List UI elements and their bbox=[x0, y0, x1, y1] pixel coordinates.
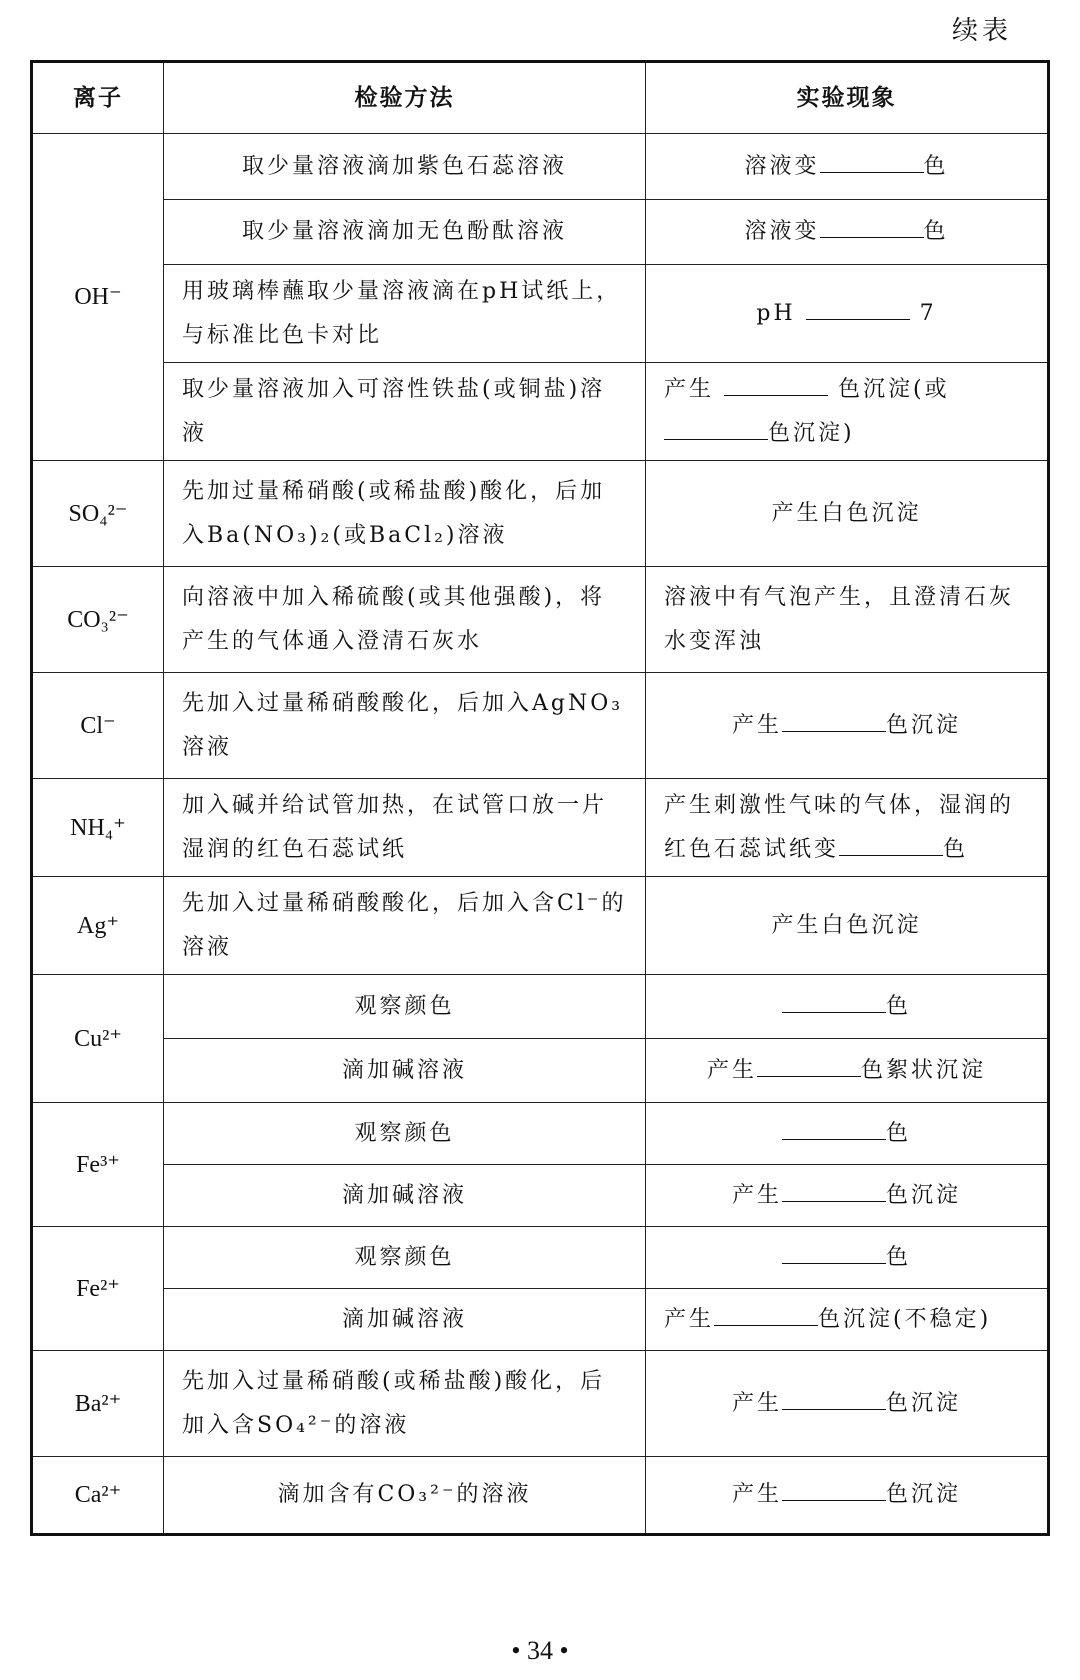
phenomenon-text: 色沉淀) bbox=[768, 420, 855, 446]
phenomenon-cell bbox=[646, 363, 1049, 461]
ion-cell: Fe²⁺ bbox=[32, 1227, 164, 1351]
answer-blank bbox=[714, 1301, 818, 1326]
header-ion: 离子 bbox=[32, 62, 164, 134]
header-method: 检验方法 bbox=[164, 62, 646, 134]
method-cell: 先加入过量稀硝酸酸化，后加入AgNO₃溶液 bbox=[164, 673, 646, 779]
method-cell: 观察颜色 bbox=[164, 975, 646, 1039]
ion-cell: NH₄⁺ bbox=[32, 779, 164, 877]
phenomenon-text: 色 bbox=[885, 993, 911, 1019]
method-cell: 观察颜色 bbox=[164, 1227, 646, 1289]
answer-blank bbox=[782, 707, 886, 732]
phenomenon-text: 色沉淀 bbox=[886, 1482, 962, 1507]
ion-cell: Cu²⁺ bbox=[32, 975, 164, 1103]
table-row bbox=[32, 1351, 1049, 1457]
phenomenon-cell: 产生白色沉淀 bbox=[646, 877, 1049, 975]
table-row bbox=[32, 1227, 1049, 1289]
phenomenon-text: pH bbox=[756, 300, 796, 326]
ion-cell: Ba²⁺ bbox=[32, 1351, 164, 1457]
header-phenomenon: 实验现象 bbox=[646, 62, 1049, 134]
table-row bbox=[32, 1289, 1049, 1351]
phenomenon-cell bbox=[646, 1039, 1049, 1103]
answer-blank bbox=[664, 415, 768, 440]
phenomenon-text: 溶液变 bbox=[744, 219, 820, 244]
method-cell: 先加过量稀硝酸(或稀盐酸)酸化，后加入Ba(NO₃)₂(或BaCl₂)溶液 bbox=[164, 461, 646, 567]
table-row bbox=[32, 200, 1049, 265]
phenomenon-text: 产生 bbox=[731, 1482, 782, 1507]
table-row bbox=[32, 975, 1049, 1039]
phenomenon-text: 产生 bbox=[706, 1057, 757, 1083]
phenomenon-text: 色沉淀(或 bbox=[838, 376, 950, 402]
answer-blank bbox=[757, 1052, 861, 1077]
phenomenon-cell bbox=[646, 779, 1049, 877]
phenomenon-cell bbox=[646, 1165, 1049, 1227]
table-row bbox=[32, 1457, 1049, 1535]
method-cell: 先加入过量稀硝酸酸化，后加入含Cl⁻的溶液 bbox=[164, 877, 646, 975]
phenomenon-text: 色沉淀 bbox=[886, 712, 962, 738]
phenomenon-text: 色 bbox=[923, 153, 949, 179]
ion-test-table bbox=[30, 60, 1050, 1536]
phenomenon-text: 色 bbox=[885, 1120, 911, 1146]
phenomenon-cell bbox=[646, 134, 1049, 200]
method-cell: 滴加碱溶液 bbox=[164, 1039, 646, 1103]
ion-cell: Ag⁺ bbox=[32, 877, 164, 975]
method-cell: 滴加含有CO₃²⁻的溶液 bbox=[164, 1457, 646, 1535]
answer-blank bbox=[820, 148, 924, 173]
answer-blank bbox=[724, 371, 828, 396]
phenomenon-cell bbox=[646, 1351, 1049, 1457]
phenomenon-cell bbox=[646, 975, 1049, 1039]
table-row bbox=[32, 363, 1049, 461]
method-cell: 向溶液中加入稀硫酸(或其他强酸)，将产生的气体通入澄清石灰水 bbox=[164, 567, 646, 673]
method-cell: 先加入过量稀硝酸(或稀盐酸)酸化，后加入含SO₄²⁻的溶液 bbox=[164, 1351, 646, 1457]
phenomenon-text: 产生 bbox=[731, 1390, 782, 1416]
table-row bbox=[32, 673, 1049, 779]
table-row bbox=[32, 877, 1049, 975]
continued-label: 续表 bbox=[951, 16, 1012, 46]
answer-blank bbox=[806, 295, 910, 320]
ion-cell: Cl⁻ bbox=[32, 673, 164, 779]
phenomenon-text: 色沉淀 bbox=[886, 1390, 962, 1416]
ion-cell: SO₄²⁻ bbox=[32, 461, 164, 567]
table-row bbox=[32, 265, 1049, 363]
phenomenon-cell bbox=[646, 265, 1049, 363]
phenomenon-cell bbox=[646, 1227, 1049, 1289]
phenomenon-cell bbox=[646, 200, 1049, 265]
phenomenon-cell bbox=[646, 1289, 1049, 1351]
phenomenon-text: 产生 bbox=[731, 712, 782, 738]
table-row bbox=[32, 461, 1049, 567]
table-row bbox=[32, 134, 1049, 200]
phenomenon-text: 色沉淀(不稳定) bbox=[818, 1306, 992, 1332]
table-row bbox=[32, 1103, 1049, 1165]
phenomenon-cell: 溶液中有气泡产生，且澄清石灰水变浑浊 bbox=[646, 567, 1049, 673]
table-row bbox=[32, 1039, 1049, 1103]
method-cell: 取少量溶液滴加无色酚酞溶液 bbox=[164, 200, 646, 265]
method-cell: 取少量溶液加入可溶性铁盐(或铜盐)溶液 bbox=[164, 363, 646, 461]
method-cell: 滴加碱溶液 bbox=[164, 1289, 646, 1351]
answer-blank bbox=[782, 988, 886, 1013]
answer-blank bbox=[839, 831, 943, 856]
page-number: • 34 • bbox=[511, 1636, 569, 1665]
method-cell: 取少量溶液滴加紫色石蕊溶液 bbox=[164, 134, 646, 200]
phenomenon-text: 色 bbox=[923, 219, 949, 244]
ion-cell: OH⁻ bbox=[32, 134, 164, 461]
ion-cell: Ca²⁺ bbox=[32, 1457, 164, 1535]
table-row bbox=[32, 567, 1049, 673]
answer-blank bbox=[782, 1385, 886, 1410]
method-cell: 滴加碱溶液 bbox=[164, 1165, 646, 1227]
header-row bbox=[32, 62, 1049, 134]
method-cell: 观察颜色 bbox=[164, 1103, 646, 1165]
answer-blank bbox=[782, 1239, 886, 1264]
answer-blank bbox=[782, 1115, 886, 1140]
table-row bbox=[32, 779, 1049, 877]
method-cell: 用玻璃棒蘸取少量溶液滴在pH试纸上，与标准比色卡对比 bbox=[164, 265, 646, 363]
phenomenon-cell bbox=[646, 673, 1049, 779]
phenomenon-text: 产生 bbox=[664, 376, 715, 402]
table-row bbox=[32, 1165, 1049, 1227]
phenomenon-cell bbox=[646, 1457, 1049, 1535]
answer-blank bbox=[782, 1476, 886, 1501]
method-cell: 加入碱并给试管加热，在试管口放一片湿润的红色石蕊试纸 bbox=[164, 779, 646, 877]
ion-cell: CO₃²⁻ bbox=[32, 567, 164, 673]
phenomenon-text: 色絮状沉淀 bbox=[861, 1057, 987, 1083]
phenomenon-text: 产生 bbox=[731, 1182, 782, 1208]
phenomenon-cell: 产生白色沉淀 bbox=[646, 461, 1049, 567]
phenomenon-text: 溶液变 bbox=[744, 153, 820, 179]
phenomenon-text: 产生 bbox=[664, 1306, 715, 1332]
answer-blank bbox=[782, 1177, 886, 1202]
ion-cell: Fe³⁺ bbox=[32, 1103, 164, 1227]
phenomenon-text: 7 bbox=[919, 300, 937, 326]
phenomenon-text: 色 bbox=[885, 1244, 911, 1270]
phenomenon-text: 产生刺激性气味的气体，湿润的红色石蕊试纸变 bbox=[664, 792, 1015, 862]
phenomenon-text: 色沉淀 bbox=[886, 1182, 962, 1208]
phenomenon-cell bbox=[646, 1103, 1049, 1165]
phenomenon-text: 色 bbox=[943, 836, 969, 862]
answer-blank bbox=[820, 213, 924, 238]
